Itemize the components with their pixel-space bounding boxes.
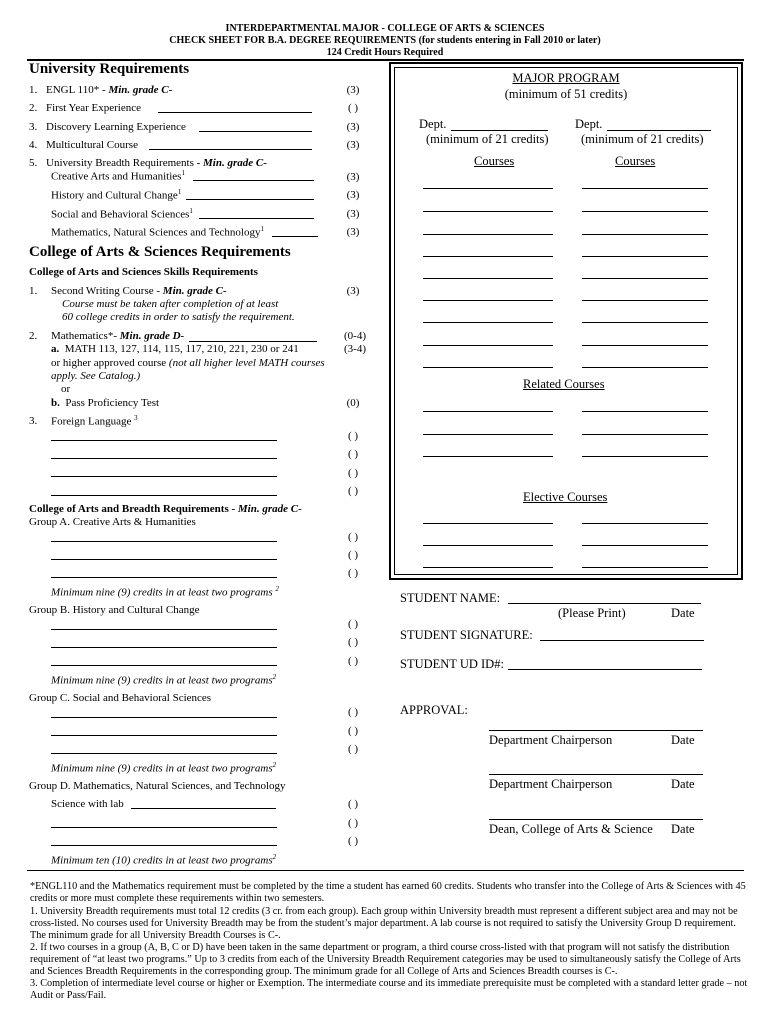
- group-d-blank-2[interactable]: [51, 827, 277, 828]
- dept-right-blank[interactable]: [607, 130, 711, 131]
- mc-num: 4.: [29, 139, 38, 151]
- ub-hcc: History and Cultural Change$^1$: [51, 188, 182, 202]
- chair1-date: Date: [671, 733, 695, 747]
- major-title: MAJOR PROGRAM: [512, 71, 620, 85]
- university-title: University Requirements: [29, 61, 190, 77]
- ub-num: 5.: [29, 157, 38, 169]
- breadth-title: College of Arts and Breadth Requirements - Min. grade C-: [29, 503, 302, 515]
- please-print: (Please Print): [558, 606, 626, 620]
- group-a-credit-3: ( ): [347, 567, 359, 579]
- elective-right-3[interactable]: [582, 567, 708, 568]
- student-name-label: STUDENT NAME:: [400, 591, 501, 605]
- related-title: Related Courses: [523, 377, 605, 391]
- engl-credit: (3): [346, 84, 360, 96]
- course-right-5[interactable]: [582, 278, 708, 279]
- fl-label: Foreign Language $^3$: [51, 414, 138, 428]
- math-num: 2.: [29, 330, 38, 342]
- fy-num: 2.: [29, 102, 38, 114]
- student-signature-field[interactable]: [540, 640, 704, 641]
- group-d-credit-1: ( ): [347, 798, 359, 810]
- sw-note-1: Course must be taken after completion of at least: [62, 298, 279, 310]
- fy-label: First Year Experience: [46, 102, 142, 114]
- student-signature-label: STUDENT SIGNATURE:: [400, 628, 533, 642]
- mc-blank[interactable]: [149, 149, 312, 150]
- ub-cah: Creative Arts and Humanities$^1$: [51, 169, 185, 183]
- skills-title: College of Arts and Sciences Skills Requirements: [29, 266, 258, 278]
- dept-right-min: (minimum of 21 credits): [581, 132, 704, 146]
- math-note-2: apply. See Catalog.): [51, 370, 141, 382]
- ub-mnst-blank[interactable]: [272, 236, 318, 237]
- course-right-9[interactable]: [582, 367, 708, 368]
- group-d-min: Minimum ten (10) credits in at least two programs$^2$: [51, 853, 277, 867]
- math-label: Mathematics*- Min. grade D-: [51, 330, 185, 342]
- group-b-credit-1: ( ): [347, 618, 359, 630]
- group-b-min: Minimum nine (9) credits in at least two programs$^2$: [51, 673, 277, 687]
- group-a-title: Group A. Creative Arts & Humanities: [29, 516, 196, 528]
- group-c-credit-2: ( ): [347, 725, 359, 737]
- related-right-2[interactable]: [582, 434, 708, 435]
- engl-num: 1.: [29, 84, 38, 96]
- group-b-credit-3: ( ): [347, 655, 359, 667]
- group-b-blank-2[interactable]: [51, 647, 277, 648]
- group-c-blank-3[interactable]: [51, 753, 277, 754]
- ub-sbs-blank[interactable]: [199, 218, 314, 219]
- fl-credit-1: ( ): [347, 430, 359, 442]
- group-c-blank-2[interactable]: [51, 735, 277, 736]
- fl-num: 3.: [29, 415, 38, 427]
- footnote-2: 2. If two courses in a group (A, B, C or D) have been taken in the same department or program, a third course cross-listed with that program will not satisfy the distribution requirement of “at least two programs.” Up to 3 credits from each of the University Breadth Requirement categories may be used to simultaneously satisfy the College of Arts and Sciences Breadth Requirements in the corresponding group. The minimum grade for all College of Arts and Sciences Breadth courses is C-.: [30, 942, 741, 978]
- fy-blank[interactable]: [158, 112, 312, 113]
- elective-title: Elective Courses: [523, 490, 608, 504]
- elective-left-1[interactable]: [423, 523, 553, 524]
- sw-label: Second Writing Course - Min. grade C-: [51, 285, 227, 297]
- student-udid-label: STUDENT UD ID#:: [400, 657, 504, 671]
- ub-cah-credit: (3): [346, 171, 360, 183]
- elective-right-2[interactable]: [582, 545, 708, 546]
- related-left-2[interactable]: [423, 434, 553, 435]
- dean-label: Dean, College of Arts & Science: [489, 822, 653, 836]
- fl-blank-1[interactable]: [51, 440, 277, 441]
- group-d-credit-3: ( ): [347, 835, 359, 847]
- chair1-signature-line[interactable]: [489, 730, 703, 731]
- ub-hcc-credit: (3): [346, 189, 360, 201]
- course-left-8[interactable]: [423, 345, 553, 346]
- header-line-3: 124 Credit Hours Required: [326, 47, 444, 58]
- ub-mnst: Mathematics, Natural Sciences and Technology$^1$: [51, 225, 264, 239]
- elective-right-1[interactable]: [582, 523, 708, 524]
- header-line-1: INTERDEPARTMENTAL MAJOR - COLLEGE OF ARTS & SCIENCES: [225, 23, 545, 34]
- college-title: College of Arts & Sciences Requirements: [29, 244, 291, 260]
- fl-blank-4[interactable]: [51, 495, 277, 496]
- student-udid-field[interactable]: [508, 669, 702, 670]
- dean-signature-line[interactable]: [489, 819, 703, 820]
- course-left-4[interactable]: [423, 256, 553, 257]
- student-date-label: Date: [671, 606, 695, 620]
- group-d-title: Group D. Mathematics, Natural Sciences, and Technology: [29, 780, 286, 792]
- group-a-blank-2[interactable]: [51, 559, 277, 560]
- group-c-min: Minimum nine (9) credits in at least two programs$^2$: [51, 761, 277, 775]
- student-name-field[interactable]: [508, 603, 701, 604]
- math-a: a. MATH 113, 127, 114, 115, 117, 210, 221, 230 or 241: [51, 343, 299, 355]
- ub-cah-blank[interactable]: [193, 180, 314, 181]
- course-left-3[interactable]: [423, 234, 553, 235]
- course-right-8[interactable]: [582, 345, 708, 346]
- footnote-3: 3. Completion of intermediate level course or higher or Exemption. The intermediate course and its immediate prerequisite must be completed with a standard letter grade – not Audit or Pass/Fail.: [30, 978, 748, 1002]
- course-left-7[interactable]: [423, 322, 553, 323]
- mc-label: Multicultural Course: [46, 139, 138, 151]
- fl-credit-4: ( ): [347, 485, 359, 497]
- dept-right-label: Dept.: [575, 117, 603, 131]
- chair1-label: Department Chairperson: [489, 733, 613, 747]
- chair2-label: Department Chairperson: [489, 777, 613, 791]
- ub-item: University Breadth Requirements - Min. grade C-: [46, 157, 267, 169]
- math-a-credit: (3-4): [344, 343, 366, 355]
- engl-item: ENGL 110* - Min. grade C-: [46, 84, 173, 96]
- footnote-rule: [27, 870, 744, 871]
- course-left-2[interactable]: [423, 211, 553, 212]
- dept-left-label: Dept.: [419, 117, 447, 131]
- major-subtitle: (minimum of 51 credits): [504, 87, 628, 101]
- group-c-credit-1: ( ): [347, 706, 359, 718]
- group-c-credit-3: ( ): [347, 743, 359, 755]
- course-right-7[interactable]: [582, 322, 708, 323]
- dle-credit: (3): [346, 121, 360, 133]
- math-b: b. Pass Proficiency Test: [51, 397, 160, 409]
- group-b-blank-3[interactable]: [51, 665, 277, 666]
- mc-credit: (3): [346, 139, 360, 151]
- group-b-credit-2: ( ): [347, 636, 359, 648]
- group-a-credit-1: ( ): [347, 531, 359, 543]
- math-blank[interactable]: [189, 341, 317, 342]
- fy-credit: ( ): [347, 102, 359, 114]
- math-credit: (0-4): [344, 330, 366, 342]
- header-line-2: CHECK SHEET FOR B.A. DEGREE REQUIREMENTS (for students entering in Fall 2010 or later): [169, 35, 601, 46]
- math-or-higher: or higher approved course (not all higher level MATH courses: [51, 357, 325, 369]
- related-left-1[interactable]: [423, 411, 553, 412]
- group-a-min: Minimum nine (9) credits in at least two programs $^2$: [51, 585, 279, 599]
- math-b-credit: (0): [346, 397, 360, 409]
- fl-blank-3[interactable]: [51, 476, 277, 477]
- group-a-credit-2: ( ): [347, 549, 359, 561]
- group-d-blank-3[interactable]: [51, 845, 277, 846]
- group-a-blank-3[interactable]: [51, 577, 277, 578]
- group-a-blank-1[interactable]: [51, 541, 277, 542]
- group-d-lab: Science with lab: [51, 798, 124, 810]
- dept-left-blank[interactable]: [451, 130, 548, 131]
- footnote-star: *ENGL110 and the Mathematics requirement must be completed by the time a student has earned 60 credits. Students who transfer into the College of Arts & Sciences with 45 credits or more must complete these requirements within two semesters.: [30, 881, 746, 905]
- group-d-blank-1[interactable]: [131, 808, 276, 809]
- group-c-blank-1[interactable]: [51, 717, 277, 718]
- course-right-4[interactable]: [582, 256, 708, 257]
- ub-sbs-credit: (3): [346, 208, 360, 220]
- group-b-blank-1[interactable]: [51, 629, 277, 630]
- math-or: or: [61, 383, 71, 395]
- sw-credit: (3): [346, 285, 360, 297]
- chair2-date: Date: [671, 777, 695, 791]
- course-left-5[interactable]: [423, 278, 553, 279]
- fl-credit-3: ( ): [347, 467, 359, 479]
- course-right-2[interactable]: [582, 211, 708, 212]
- group-c-title: Group C. Social and Behavioral Sciences: [29, 692, 212, 704]
- sw-note-2: 60 college credits in order to satisfy the requirement.: [62, 311, 295, 323]
- course-left-6[interactable]: [423, 300, 553, 301]
- ub-hcc-blank[interactable]: [186, 199, 314, 200]
- group-b-title: Group B. History and Cultural Change: [29, 604, 200, 616]
- related-left-3[interactable]: [423, 456, 553, 457]
- courses-left-title: Courses: [474, 154, 515, 168]
- dle-num: 3.: [29, 121, 38, 133]
- ub-sbs: Social and Behavioral Sciences$^1$: [51, 207, 193, 221]
- course-right-1[interactable]: [582, 188, 708, 189]
- dept-left-min: (minimum of 21 credits): [426, 132, 549, 146]
- course-left-9[interactable]: [423, 367, 553, 368]
- course-right-6[interactable]: [582, 300, 708, 301]
- fl-blank-2[interactable]: [51, 458, 277, 459]
- course-left-1[interactable]: [423, 188, 553, 189]
- dle-blank[interactable]: [199, 131, 312, 132]
- approval-label: APPROVAL:: [400, 703, 468, 717]
- courses-right-title: Courses: [615, 154, 656, 168]
- dean-date: Date: [671, 822, 695, 836]
- elective-left-3[interactable]: [423, 567, 553, 568]
- footnote-1: 1. University Breadth requirements must total 12 credits (3 cr. from each group). Each group within University breadth must represent a different subject area and may not be cross-listed. No courses used for University Breadth may be from the student’s major department. A lab course is not required to satisfy the University Group D requirement. The minimum grade for all University Breadth Courses is C-.: [30, 906, 738, 942]
- elective-left-2[interactable]: [423, 545, 553, 546]
- dle-label: Discovery Learning Experience: [46, 121, 186, 133]
- related-right-1[interactable]: [582, 411, 708, 412]
- ub-mnst-credit: (3): [346, 226, 360, 238]
- related-right-3[interactable]: [582, 456, 708, 457]
- course-right-3[interactable]: [582, 234, 708, 235]
- group-d-credit-2: ( ): [347, 817, 359, 829]
- fl-credit-2: ( ): [347, 448, 359, 460]
- sw-num: 1.: [29, 285, 38, 297]
- chair2-signature-line[interactable]: [489, 774, 703, 775]
